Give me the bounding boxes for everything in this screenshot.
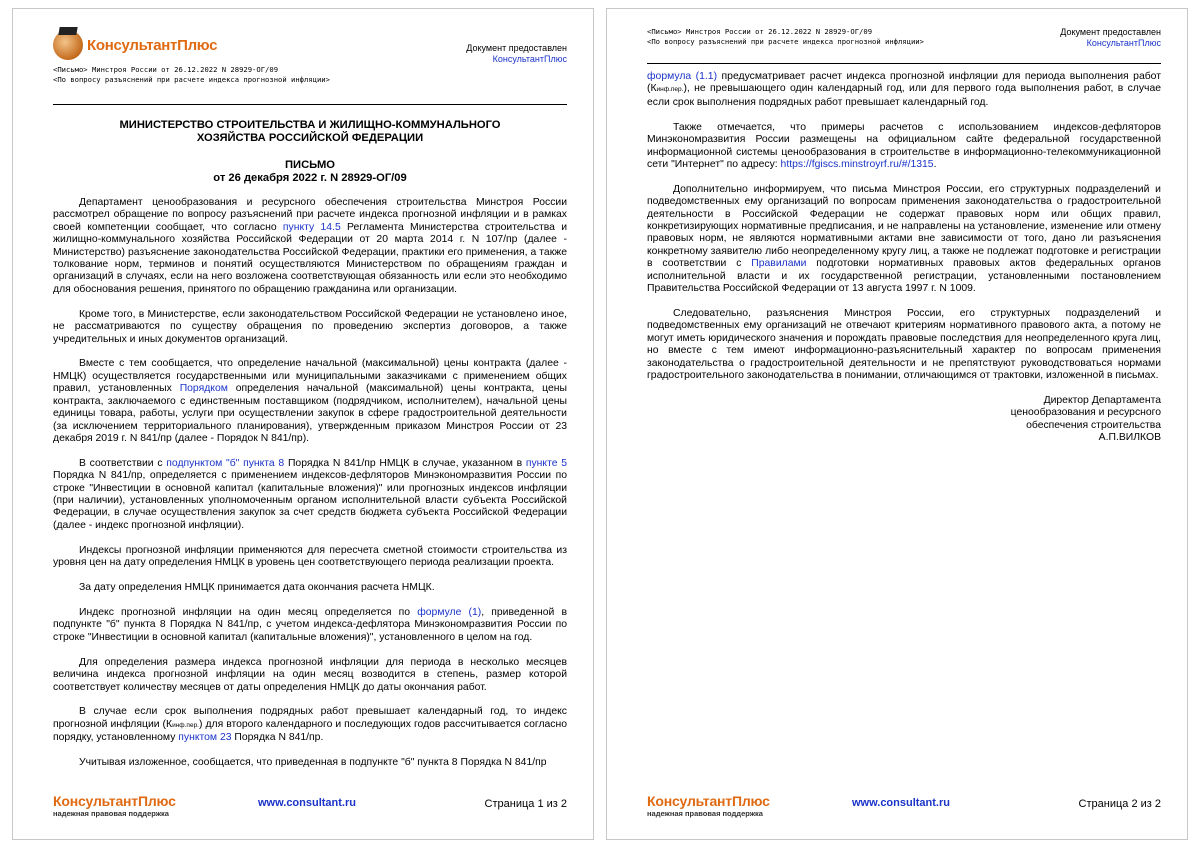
document-meta (647, 27, 924, 47)
document-meta (53, 65, 330, 85)
footer-tagline: надежная правовая поддержка (647, 809, 763, 818)
consultant-logo[interactable] (53, 27, 217, 63)
meta-line-2: <По вопросу разъяснений при расчете индекса прогнозной инфляции> (53, 75, 330, 84)
paragraph: Департамент ценообразования и ресурсного обеспечения строительства Минстроя России рассмотрел обращение по вопросу разъяснений при расчете индекса прогнозной инфляции и в рамках своей компетенции сообщает, что согласно пункту 14.5 Регламента Министерства строительства и жилищно-коммунального хозяйства Российской Федерации от 20 марта 2014 г. N 107/пр (далее - Министерство) разъяснение законодательства Российской Федерации, практики его применения, а также толкование норм, терминов и понятий осуществляются Министерством по обращениям граждан и организаций в случаях, если на него возложена соответствующая обязанность или если это необходимо для обоснования решения, принятого по обращению гражданина или организации. (53, 197, 567, 295)
org-line-2: ХОЗЯЙСТВА РОССИЙСКОЙ ФЕДЕРАЦИИ (196, 132, 424, 144)
reference-link[interactable]: Порядком (179, 383, 228, 395)
page-number: Страница 1 из 2 (484, 798, 567, 810)
meta-line-2: <По вопросу разъяснений при расчете индекса прогнозной инфляции> (647, 37, 924, 46)
reference-link[interactable]: пункте 5 (525, 457, 567, 469)
professor-emblem-icon (53, 30, 83, 60)
paragraph: В соответствии с подпунктом "б" пункта 8 Порядка N 841/пр НМЦК в случае, указанном в пункте 5 Порядка N 841/пр, определяется с применением индексов-дефляторов Минэкономразвития России по строке "Инвестиции в основной капитал (капитальные вложения)" или прогнозных индексов инфляции (при наличии), установленных уполномоченным органом исполнительной власти субъекта Российской Федерации, в случае осуществления закупок за счет средств бюджета субъекта Российской Федерации (далее - индекс прогнозной инфляции). (53, 457, 567, 531)
provided-by-link[interactable]: КонсультантПлюс (1086, 38, 1161, 48)
signature-line-2: ценообразования и ресурсного (1010, 407, 1161, 419)
footer-site-link[interactable]: www.consultant.ru (852, 797, 950, 809)
meta-line-1: <Письмо> Минстроя России от 26.12.2022 N 28929-ОГ/09 (647, 27, 873, 36)
paragraph: Вместе с тем сообщается, что определение начальной (максимальной) цены контракта (далее - НМЦК) осуществляется государственными или муниципальными заказчиками с применением общих правил, установленных Порядком определения начальной (максимальной) цены контракта, цены контракта, заключаемого с единственным поставщиком (подрядчиком, исполнителем), начальной цены единицы товара, работы, услуги при осуществлении закупок в сфере градостроительной деятельности (за исключением территориального планирования), утвержденным приказом Минстроя России от 23 декабря 2019 г. N 841/пр (далее - Порядок N 841/пр). (53, 358, 567, 444)
reference-link[interactable]: пунктом 23 (178, 732, 232, 744)
signature-line-1: Директор Департамента (1043, 394, 1161, 406)
footer-site-link[interactable]: www.consultant.ru (258, 797, 356, 809)
paragraph: За дату определения НМЦК принимается дата окончания расчета НМЦК. (79, 582, 435, 594)
document-page-2 (606, 8, 1188, 840)
paragraph: Учитывая изложенное, сообщается, что приведенная в подпункте "б" пункта 8 Порядка N 841/пр (79, 757, 547, 769)
organization-title (53, 119, 567, 145)
page-body (53, 119, 567, 782)
reference-link[interactable]: подпунктом "б" пункта 8 (166, 457, 285, 469)
signature-name: А.П.ВИЛКОВ (1098, 432, 1161, 444)
provided-by-link[interactable]: КонсультантПлюс (492, 54, 567, 64)
meta-line-1: <Письмо> Минстроя России от 26.12.2022 N 28929-ОГ/09 (53, 65, 279, 74)
paragraph: Также отмечается, что примеры расчетов с использованием индексов-дефляторов Минэкономразвития России размещены на официальном сайте федеральной государственной информационной системы ценообразования в строительстве в информационно-телекоммуникационной сети "Интернет" по адресу: https://fgiscs.minstroyrf.ru/#/1315. (647, 121, 1161, 170)
paragraph: В случае если срок выполнения подрядных работ превышает календарный год, то индекс прогнозной инфляции (Кинф.пер.) для второго календарного и последующих годов рассчитывается согласно порядку, установленному пунктом 23 Порядка N 841/пр. (53, 706, 567, 744)
footer-logo[interactable]: КонсультантПлюс (647, 793, 770, 809)
page-footer (647, 793, 1161, 823)
reference-link[interactable]: пункту 14.5 (282, 221, 341, 233)
document-title (53, 159, 567, 185)
org-line-1: МИНИСТЕРСТВО СТРОИТЕЛЬСТВА И ЖИЛИЩНО-КОММУНАЛЬНОГО (119, 119, 501, 131)
document-page-1 (12, 8, 594, 840)
logo-text: КонсультантПлюс (87, 36, 218, 54)
provided-label: Документ предоставлен (1060, 27, 1161, 37)
reference-link[interactable]: Правилами (751, 258, 807, 270)
signature-block (647, 395, 1161, 445)
paragraph: Кроме того, в Министерстве, если законодательством Российской Федерации не установлено иное, не рассматриваются по существу обращения по проведению экспертиз договоров, а также учредительных и иных документов организаций. (53, 308, 567, 345)
doc-type: ПИСЬМО (285, 159, 335, 171)
paragraph: формула (1.1) предусматривает расчет индекса прогнозной инфляции для периода выполнения работ (Кинф.пер.), не превышающего один календарный год, или для первого года выполнения работ, в случае если срок выполнения подрядных работ превышает календарный год. (647, 71, 1161, 108)
signature-line-3: обеспечения строительства (1026, 419, 1161, 431)
page-footer (53, 793, 567, 823)
page-body (647, 71, 1161, 445)
paragraph: Следовательно, разъяснения Минстроя России, его структурных подразделений и подведомственных ему организаций не отвечают критериям нормативного правового акта, а потому не могут иметь юридического значения и порождать правовые последствия для неопределенного круга лиц, но вместе с тем имеют информационно-разъяснительный характер по вопросам применения законодательства о градостроительной деятельности и не препятствуют руководствоваться нормами градостроительного законодательства в понимании, отличающимся от трактовки, изложенной в письмах. (647, 308, 1161, 382)
reference-link[interactable]: формуле (1) (417, 606, 482, 618)
document-provided (1060, 27, 1161, 49)
page-number: Страница 2 из 2 (1078, 798, 1161, 810)
page-header (53, 9, 567, 99)
paragraph: Для определения размера индекса прогнозной инфляции для периода в несколько месяцев величина индекса прогнозной инфляции на один месяц возводится в степень, размер которой соответствует количеству месяцев от даты определения НМЦК до даты окончания работ. (53, 656, 567, 693)
url-link[interactable]: https://fgiscs.minstroyrf.ru/#/1315 (780, 158, 934, 170)
paragraph: Дополнительно информируем, что письма Минстроя России, его структурных подразделений и подведомственных ему организаций по вопросам применения законодательства о градостроительной деятельности в Российской Федерации не содержат правовых норм или общих правил, конкретизирующих нормативные предписания, и не направлены на установление, изменение или отмену правовых норм, не являются нормативными актами вне зависимости от того, дано ли разъяснения конкретному заявителю либо неопределенному кругу лиц, а также не подлежат подготовке и регистрации в соответствии с Правилами подготовки нормативных правовых актов федеральных органов исполнительной власти и их государственной регистрации, установленными постановлением Правительства Российской Федерации от 13 августа 1997 г. N 1009. (647, 183, 1161, 295)
doc-date: от 26 декабря 2022 г. N 28929-ОГ/09 (213, 172, 407, 184)
provided-label: Документ предоставлен (466, 43, 567, 53)
header-divider (53, 104, 567, 105)
document-provided (466, 43, 567, 65)
paragraph: Индексы прогнозной инфляции применяются для пересчета сметной стоимости строительства из уровня цен на дату определения НМЦК в уровень цен соответствующего периода реализации проекта. (53, 544, 567, 569)
reference-link[interactable]: формула (1.1) (647, 71, 718, 82)
footer-tagline: надежная правовая поддержка (53, 809, 169, 818)
footer-logo[interactable]: КонсультантПлюс (53, 793, 176, 809)
header-divider (647, 63, 1161, 64)
paragraph: Индекс прогнозной инфляции на один месяц определяется по формуле (1), приведенной в подпункте "б" пункта 8 Порядка N 841/пр, с учетом индекса-дефлятора Минэкономразвития России по строке "Инвестиции в основной капитал (капитальные вложения)", установленного в целом на год. (53, 606, 568, 643)
